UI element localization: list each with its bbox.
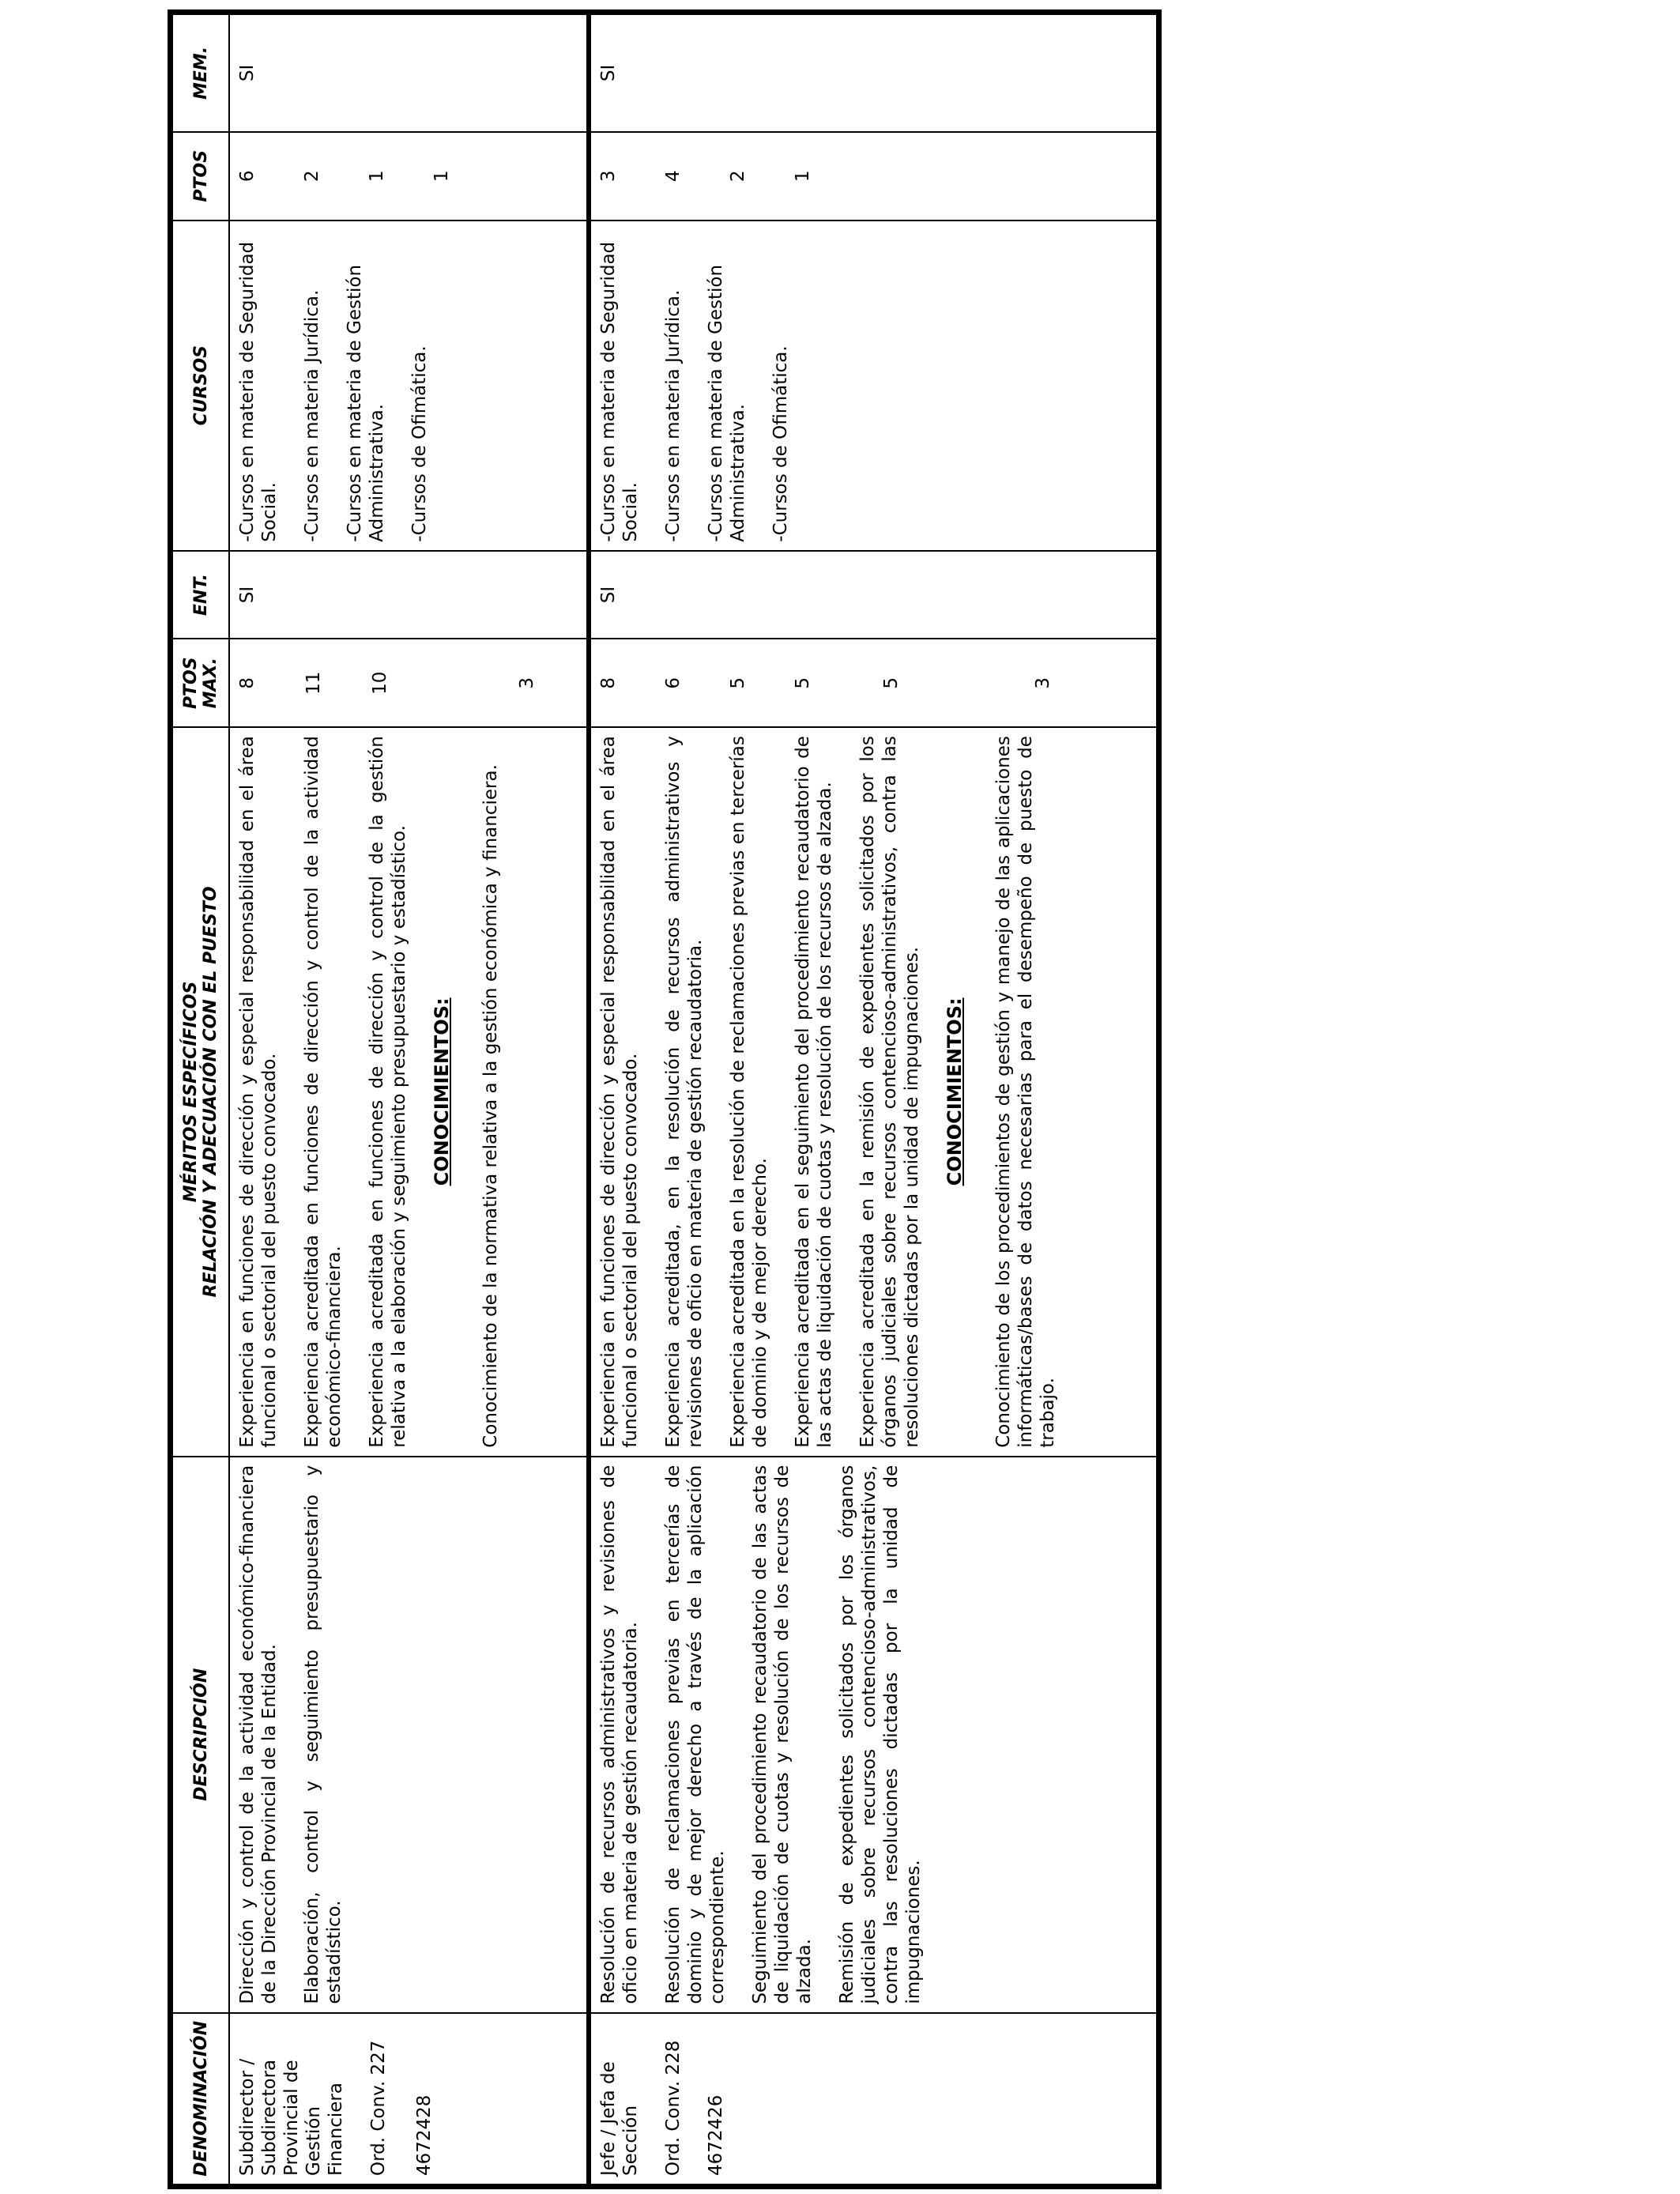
cell-mem: SI bbox=[589, 13, 1159, 132]
cell-descripcion bbox=[229, 1457, 589, 2013]
header-row bbox=[171, 13, 230, 2187]
cell-ent: SI bbox=[229, 551, 589, 639]
merit-item: Experiencia acreditada, en la resolución de recursos administrativos y revisiones de oficio en materia de gestión recaudatoria. bbox=[663, 736, 706, 1448]
merit-item: Experiencia acreditada en el seguimiento del procedimiento recaudatorio de las actas de liquidación de cuotas y resolución de los recursos de alzada. bbox=[793, 736, 835, 1448]
description-item: Seguimiento del procedimiento recaudatorio de las actas de liquidación de cuotas y resolución de los recursos de alzada. bbox=[750, 1465, 815, 2004]
job-ord: Ord. Conv. 227 bbox=[368, 2040, 389, 2176]
job-code: 4672426 bbox=[706, 2094, 726, 2176]
header-descripcion: DESCRIPCIÓN bbox=[171, 1457, 230, 2013]
course-points: 2 bbox=[728, 170, 748, 183]
course-item: -Cursos en materia de Gestión Administrativa. bbox=[345, 264, 387, 542]
table-row bbox=[589, 13, 1159, 2187]
course-item: -Cursos en materia de Seguridad Social. bbox=[237, 241, 280, 542]
description-item: Resolución de recursos administrativos y revisiones de oficio en materia de gestión recaudatoria. bbox=[598, 1465, 641, 2004]
cell-denominacion bbox=[589, 2013, 1159, 2187]
header-cursos: CURSOS bbox=[171, 221, 230, 551]
table-row bbox=[229, 13, 589, 2187]
job-code: 4672428 bbox=[414, 2094, 435, 2176]
merit-points: 11 bbox=[303, 671, 324, 695]
header-meritos bbox=[171, 727, 230, 1457]
course-points: 3 bbox=[598, 170, 619, 183]
cell-ptos bbox=[229, 132, 589, 221]
cell-meritos bbox=[229, 727, 589, 1457]
merit-points: 10 bbox=[370, 671, 390, 695]
merit-points: 5 bbox=[793, 677, 813, 689]
description-item: Remisión de expedientes solicitados por los órganos judiciales sobre recursos contencioso-administrativos, contra las resoluciones dictadas por la unidad de impugnaciones. bbox=[837, 1465, 924, 2004]
merit-item: Experiencia en funciones de dirección y especial responsabilidad en el área funcional o sectorial del puesto convocado. bbox=[237, 736, 280, 1448]
header-ent: ENT. bbox=[171, 551, 230, 639]
description-item: Dirección y control de la actividad económico-financiera de la Dirección Provincial de la Entidad. bbox=[237, 1465, 280, 2004]
description-item: Elaboración, control y seguimiento presupuestario y estadístico. bbox=[302, 1465, 345, 2004]
course-item: -Cursos en materia Jurídica. bbox=[663, 289, 684, 542]
course-points: 1 bbox=[367, 170, 387, 183]
header-ptos-max-line1: PTOS bbox=[181, 657, 201, 710]
cell-cursos bbox=[589, 221, 1159, 551]
merit-item: Experiencia acreditada en la resolución de reclamaciones previas en tercerías de dominio y de mejor derecho. bbox=[728, 736, 770, 1448]
conocimiento-item: Conocimiento de los procedimientos de gestión y manejo de las aplicaciones informáticas/bases de datos necesarias para el desempeño de puesto de trabajo. bbox=[993, 736, 1058, 1448]
conocimientos-heading: CONOCIMIENTOS: bbox=[944, 997, 966, 1186]
course-item: -Cursos de Ofimática. bbox=[770, 345, 791, 542]
header-meritos-line2: RELACIÓN Y ADECUACIÓN CON EL PUESTO bbox=[201, 886, 220, 1298]
cell-ptos bbox=[589, 132, 1159, 221]
header-ptos-max-line2: MAX. bbox=[201, 658, 220, 709]
job-title: Subdirector / Subdirectora Provincial de Gestión Financiera bbox=[237, 2058, 346, 2176]
conocimientos-heading: CONOCIMIENTOS: bbox=[431, 997, 453, 1186]
header-meritos-line1: MÉRITOS ESPECÍFICOS bbox=[181, 981, 201, 1203]
cell-ptos-max bbox=[589, 639, 1159, 727]
merit-item: Experiencia en funciones de dirección y especial responsabilidad en el área funcional o sectorial del puesto convocado. bbox=[598, 736, 641, 1448]
cell-meritos bbox=[589, 727, 1159, 1457]
course-points: 6 bbox=[237, 170, 258, 183]
course-points: 1 bbox=[793, 170, 813, 183]
conocimiento-points: 3 bbox=[517, 677, 537, 689]
merit-item: Experiencia acreditada en funciones de dirección y control de la gestión relativa a la elaboración y seguimiento presupuestario y estadístico. bbox=[367, 736, 409, 1448]
rotated-page bbox=[168, 9, 1162, 2189]
cell-cursos bbox=[229, 221, 589, 551]
header-denominacion: DENOMINACIÓN bbox=[171, 2013, 230, 2187]
merit-item: Experiencia acreditada en la remisión de expedientes solicitados por los órganos judiciales sobre recursos contencioso-administrativos, contra las resoluciones dictadas por la unidad de impugnaciones. bbox=[857, 736, 922, 1448]
cell-denominacion bbox=[229, 2013, 589, 2187]
cell-descripcion bbox=[589, 1457, 1159, 2013]
merit-points: 6 bbox=[663, 677, 684, 689]
course-item: -Cursos en materia Jurídica. bbox=[302, 289, 322, 542]
header-ptos: PTOS bbox=[171, 132, 230, 221]
cell-ent: SI bbox=[589, 551, 1159, 639]
conocimiento-points: 3 bbox=[1033, 677, 1053, 689]
merit-points: 5 bbox=[728, 677, 748, 689]
merit-points: 5 bbox=[881, 677, 902, 689]
job-title: Jefe / Jefa de Sección bbox=[598, 2061, 641, 2176]
course-item: -Cursos de Ofimática. bbox=[409, 345, 430, 542]
merits-table bbox=[168, 9, 1162, 2189]
job-ord: Ord. Conv. 228 bbox=[663, 2040, 684, 2176]
header-mem: MEM. bbox=[171, 13, 230, 132]
course-points: 2 bbox=[302, 170, 322, 183]
merit-item: Experiencia acreditada en funciones de dirección y control de la actividad económico-financiera. bbox=[302, 736, 345, 1448]
cell-ptos-max bbox=[229, 639, 589, 727]
description-item: Resolución de reclamaciones previas en tercerías de dominio y de mejor derecho a través de la aplicación correspondiente. bbox=[663, 1465, 728, 2004]
course-points: 4 bbox=[663, 170, 684, 183]
cell-mem: SI bbox=[229, 13, 589, 132]
course-item: -Cursos en materia de Seguridad Social. bbox=[598, 241, 641, 542]
course-points: 1 bbox=[431, 170, 452, 183]
conocimiento-item: Conocimiento de la normativa relativa a la gestión económica y financiera. bbox=[480, 764, 501, 1448]
merit-points: 8 bbox=[237, 677, 258, 689]
header-ptos-max bbox=[171, 639, 230, 727]
merit-points: 8 bbox=[598, 677, 619, 689]
course-item: -Cursos en materia de Gestión Administrativa. bbox=[706, 264, 748, 542]
